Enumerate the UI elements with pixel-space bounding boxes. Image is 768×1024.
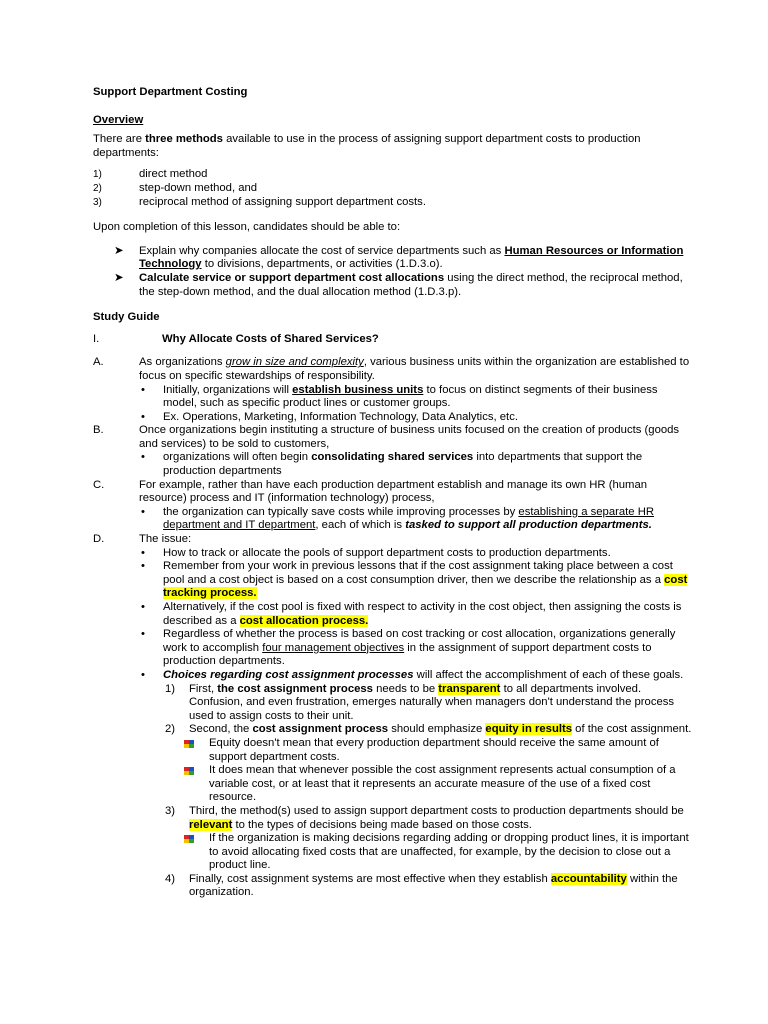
sub-bullet-text: If the organization is making decisions regarding adding or dropping product lines, it is important to avoid allocating fixed costs that are unaffected, for example, by the decision to close out a product line. [209, 832, 689, 872]
outline-text-end: , various business units within the organization are established to focus on specific stewardships of responsibility. [139, 356, 690, 382]
numbered-item [93, 805, 693, 832]
objective-emphasis: Calculate service or support department cost allocations [139, 271, 445, 284]
bullet-text-end: to focus on distinct segments of their business model, such as specific product lines or customer groups. [163, 383, 658, 410]
overview-heading: Overview [93, 113, 144, 126]
bullet-dot-icon: • [141, 505, 145, 518]
outline-item-d [93, 533, 693, 547]
bullet-text: Regardless of whether the process is based on cost tracking or cost allocation, organizations generally work to accomplish [163, 628, 676, 654]
outline-marker: C. [93, 478, 105, 491]
colored-square-bullet-icon [184, 738, 195, 749]
completion-text: Upon completion of this lesson, candidates should be able to: [93, 221, 401, 234]
bullet-item [93, 628, 693, 669]
section-number: I. [93, 332, 100, 345]
method-text: direct method [139, 168, 208, 181]
bullet-underline: establishing a separate HR department and IT department [163, 505, 655, 532]
objective-text-end: to divisions, departments, or activities (1.D.3.o). [201, 258, 443, 271]
method-number: 3) [93, 196, 102, 208]
objective-text: Explain why companies allocate the cost of service departments such as [139, 244, 505, 257]
bullet-emphasis: Choices regarding cost assignment processes [163, 668, 414, 681]
method-item [93, 168, 693, 182]
outline-emphasis: grow in size and complexity [225, 356, 364, 369]
outline-item-b [93, 424, 693, 451]
bullet-dot-icon: • [141, 560, 145, 573]
page-title: Support Department Costing [93, 86, 248, 98]
method-text: reciprocal method of assigning support department costs. [139, 195, 426, 208]
item-text-mid: should emphasize [388, 723, 486, 736]
bullet-text: Ex. Operations, Marketing, Information Technology, Data Analytics, etc. [163, 410, 518, 423]
bullet-dot-icon: • [141, 383, 145, 396]
highlight-text: relevant [189, 818, 233, 831]
item-bold: cost assignment process [252, 723, 389, 736]
outline-text: As organizations [139, 356, 226, 369]
item-number: 2) [165, 723, 176, 736]
bullet-underline: four management objectives [262, 641, 405, 654]
outline-text: For example, rather than have each production department establish and manage its own HR (human resource) process and IT (information technology) process, [139, 478, 648, 505]
bullet-item [93, 669, 693, 683]
highlight-text: cost tracking process. [163, 573, 688, 600]
outline-item-a [93, 356, 693, 383]
bullet-emphasis: establish business units [292, 383, 424, 396]
study-guide-heading: Study Guide [93, 311, 160, 324]
bullet-text-end: into departments that support the production departments [163, 451, 643, 478]
bullet-text-end: in the assignment of support department costs to production departments. [163, 641, 652, 668]
method-number: 1) [93, 169, 102, 181]
highlight-text: equity in results [485, 723, 573, 736]
outline-item-c [93, 479, 693, 506]
section-title: Why Allocate Costs of Shared Services? [162, 332, 379, 345]
bullet-emphasis: consolidating shared services [311, 451, 474, 464]
bullet-dot-icon: • [141, 668, 145, 681]
method-item [93, 182, 693, 196]
item-text-end: to the types of decisions being made based on those costs. [232, 818, 532, 831]
colored-square-bullet-icon [184, 833, 195, 844]
item-text-end: of the cost assignment. [572, 723, 692, 736]
sub-bullet-item [93, 764, 693, 805]
bullet-text: How to track or allocate the pools of support department costs to production departments. [163, 546, 611, 559]
outline-marker: D. [93, 533, 105, 546]
objective-emphasis: Human Resources or Information Technology [139, 244, 684, 271]
intro-text: There are [93, 133, 146, 146]
objective-item [93, 272, 693, 299]
bullet-dot-icon: • [141, 628, 145, 641]
numbered-item [93, 723, 693, 737]
bullet-text: the organization can typically save costs while improving processes by [163, 505, 519, 518]
numbered-item [93, 683, 693, 724]
bullet-dot-icon: • [141, 410, 145, 423]
bullet-item [93, 411, 693, 425]
outline-marker: B. [93, 424, 104, 437]
arrowhead-bullet-icon: ➤ [114, 244, 124, 257]
sub-bullet-item [93, 832, 693, 873]
sub-bullet-item [93, 737, 693, 764]
outline-text: The issue: [139, 533, 192, 546]
bullet-item [93, 601, 693, 628]
objective-item [93, 245, 693, 272]
item-text-end: within the organization. [189, 872, 678, 899]
bullet-text: organizations will often begin [163, 451, 312, 464]
method-text: step-down method, and [139, 181, 258, 194]
bullet-emphasis: tasked to support all production departments. [405, 519, 652, 532]
item-number: 3) [165, 804, 176, 817]
colored-square-bullet-icon [184, 765, 195, 776]
bullet-item [93, 506, 693, 533]
item-text: Finally, cost assignment systems are most effective when they establish [189, 872, 551, 885]
bullet-text: Alternatively, if the cost pool is fixed with respect to activity in the cost object, then assigning the costs is described as a [163, 601, 682, 627]
document-page [93, 86, 693, 900]
bullet-text-mid: , each of which is [315, 519, 406, 532]
sub-bullet-text: It does mean that whenever possible the cost assignment represents actual consumption of a variable cost, or at least that it represents an accurate measure of the use of a fixed cost resource. [209, 764, 676, 804]
outline-text: Once organizations begin instituting a structure of business units focused on the creation of products (goods and services) to be sold to customers, [139, 424, 680, 450]
objective-text-end: using the direct method, the reciprocal method, the step-down method, and the dual allocation method (1.D.3.p). [139, 271, 683, 298]
overview-intro [93, 133, 693, 160]
intro-bold: three methods [145, 133, 223, 146]
bullet-text: Remember from your work in previous lessons that if the cost assignment taking place between a cost pool and a cost object is based on a cost consumption driver, then we describe the relationship as a [163, 560, 673, 586]
bullet-dot-icon: • [141, 546, 145, 559]
bullet-dot-icon: • [141, 601, 145, 613]
highlight-text: cost allocation process. [239, 614, 369, 627]
arrowhead-bullet-icon: ➤ [114, 271, 124, 284]
item-bold: the cost assignment process [217, 682, 373, 695]
method-number: 2) [93, 182, 102, 194]
item-text: Second, the [189, 723, 253, 736]
item-number: 1) [165, 682, 176, 695]
bullet-item [93, 560, 693, 601]
highlight-text: transparent [438, 682, 501, 695]
item-text: Third, the method(s) used to assign support department costs to production departments should be [189, 804, 684, 817]
highlight-text: accountability [550, 872, 627, 885]
bullet-item [93, 384, 693, 411]
bullet-text-end: will affect the accomplishment of each of these goals. [413, 668, 684, 681]
outline-marker: A. [93, 356, 104, 369]
item-text: First, [189, 682, 218, 695]
method-item [93, 196, 693, 210]
numbered-item [93, 873, 693, 900]
bullet-text: Initially, organizations will [163, 383, 293, 396]
bullet-item [93, 547, 693, 561]
item-number: 4) [165, 872, 176, 885]
sub-bullet-text: Equity doesn't mean that every production department should receive the same amount of support department costs. [209, 736, 659, 763]
item-text-end: to all departments involved. Confusion, and even frustration, emerges naturally when managers don't understand the process used to assign costs to their unit. [189, 682, 675, 722]
bullet-item [93, 451, 693, 478]
intro-text-end: available to use in the process of assigning support department costs to production departments: [93, 133, 641, 159]
section-heading [93, 333, 693, 347]
bullet-dot-icon: • [141, 451, 145, 464]
item-text-mid: needs to be [372, 682, 439, 695]
